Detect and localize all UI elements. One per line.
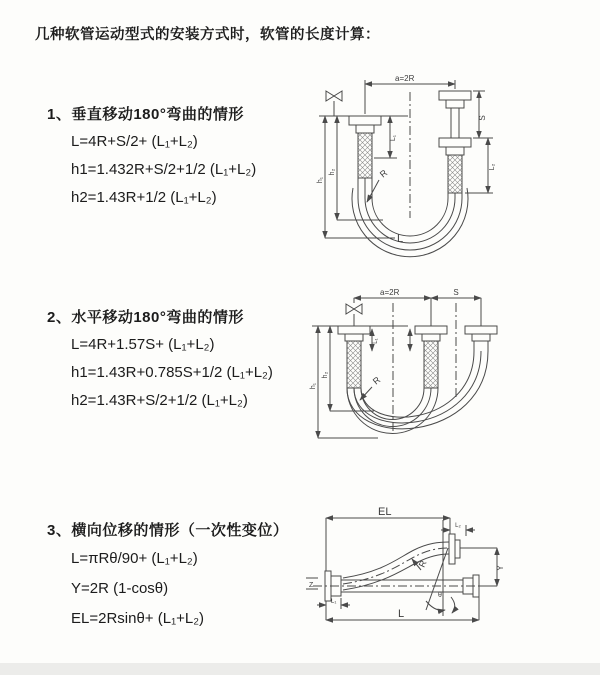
d3-dim-l2-label: L₂ (455, 523, 461, 529)
section-3-formulas (71, 544, 204, 634)
d1-dim-h1-label: h₁ (317, 176, 324, 184)
d2-right-fitting (465, 326, 497, 351)
d1-dim-h2-label: h₂ (329, 168, 336, 176)
d2-dim-l1-label: L₁ (373, 338, 379, 344)
section-2-heading: 2、水平移动180°弯曲的情形 (47, 309, 244, 326)
formula-s2-h2: h2=1.43R+S/2+1/2 (L₁+L₂) (71, 392, 248, 409)
d1-radius-leader (367, 180, 379, 202)
d3-upper-flange (449, 534, 460, 564)
d2-radius-label: R (370, 374, 383, 387)
d3-dim-el-label: EL (378, 506, 392, 518)
d3-angle-label: θ (438, 592, 442, 599)
d1-dim-s-label: S (478, 115, 487, 121)
section-1-formulas (71, 128, 256, 212)
formula-s3-Y: Y=2R (1-cosθ) (71, 580, 169, 597)
formula-s1-h2: h2=1.43R+1/2 (L₁+L₂) (71, 189, 217, 206)
d2-linework (312, 298, 497, 438)
diagram-vertical-180-bend (295, 70, 555, 262)
section-2-formulas (71, 331, 273, 415)
formula-s1-h1: h1=1.432R+S/2+1/2 (L₁+L₂) (71, 161, 257, 178)
formula-s3-L: L=πRθ/90+ (L₁+L₂) (71, 550, 198, 567)
d1-dim-l2-label: L₂ (489, 163, 496, 171)
d2-dim-s-label: S (453, 288, 459, 297)
formula-s2-L: L=4R+1.57S+ (L₁+L₂) (71, 336, 215, 353)
d1-left-fitting (349, 116, 381, 178)
formula-s1-L: L=4R+S/2+ (L₁+L₂) (71, 133, 198, 150)
valve-icon (346, 304, 362, 326)
d1-right-fitting (439, 91, 471, 193)
d3-dim-l1-label: L₁ (331, 599, 337, 605)
d3-dim-y-label: Y (496, 565, 505, 571)
page-bottom-strip (0, 663, 600, 675)
d3-radius-label: R (416, 558, 429, 569)
diagram-lateral-displacement (298, 498, 598, 648)
d2-dim-h2-label: h₂ (322, 371, 329, 379)
d3-hose-curved (343, 542, 449, 590)
page-title: 几种软管运动型式的安装方式时，软管的长度计算： (35, 27, 380, 43)
d3-weld-label: Z (309, 582, 314, 589)
d2-dim-a-label: a=2R (380, 288, 400, 297)
d1-dim-l1-label: L₁ (390, 134, 397, 142)
d2-middle-fitting (415, 326, 447, 388)
d2-left-fitting (338, 326, 370, 388)
valve-icon (326, 91, 342, 116)
formula-s3-EL: EL=2Rsinθ+ (L₁+L₂) (71, 610, 205, 627)
section-1-heading: 1、垂直移动180°弯曲的情形 (47, 106, 244, 123)
diagram-horizontal-180-bend (298, 283, 598, 463)
d1-length-label: L (397, 233, 404, 245)
d3-hose-straight (313, 580, 494, 592)
d2-dim-h1-label: h₁ (310, 382, 317, 390)
d3-length-label: L (398, 608, 405, 620)
formula-s2-h1: h1=1.43R+0.785S+1/2 (L₁+L₂) (71, 364, 273, 381)
d1-dim-a-label: a=2R (395, 74, 415, 83)
d1-radius-label: R (377, 167, 390, 180)
section-3-heading: 3、横向位移的情形（一次性变位） (47, 522, 289, 539)
d1-linework (319, 80, 493, 257)
